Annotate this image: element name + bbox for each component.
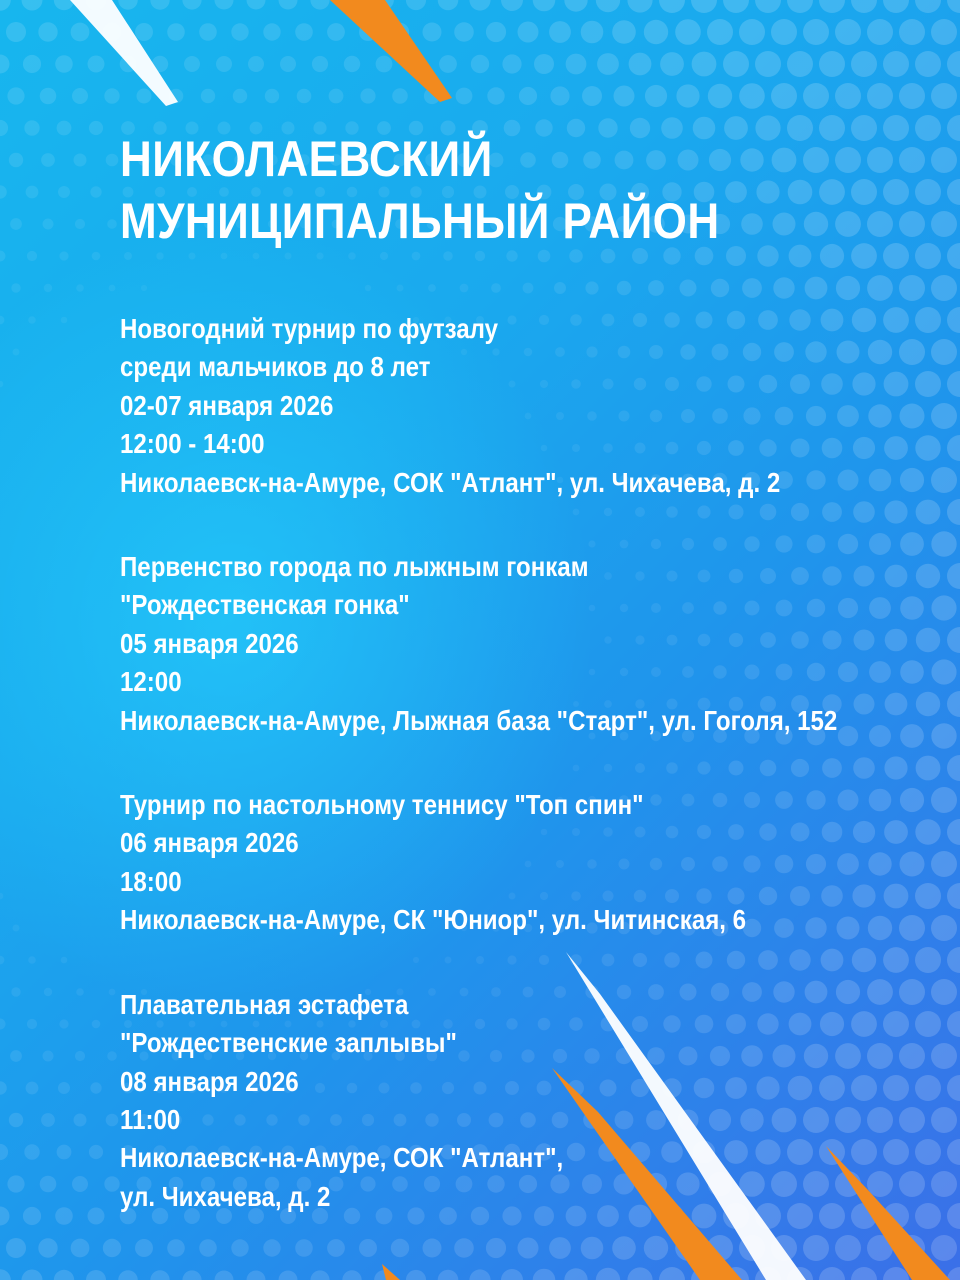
event-date: 05 января 2026: [120, 627, 299, 659]
halftone-dot: [44, 284, 52, 292]
halftone-dot: [43, 1051, 54, 1062]
halftone-dot: [406, 0, 426, 10]
halftone-dot: [10, 218, 22, 230]
halftone-dot: [75, 219, 85, 229]
halftone-dot: [137, 89, 152, 104]
halftone-dot: [612, 20, 636, 44]
halftone-dot: [534, 54, 554, 74]
halftone-dot: [295, 23, 313, 41]
halftone-dot: [947, 307, 960, 333]
halftone-dot: [931, 659, 956, 684]
halftone-dot: [486, 22, 506, 42]
halftone-dot: [23, 55, 41, 73]
halftone-dot: [947, 1011, 960, 1037]
halftone-dot: [0, 1081, 7, 1095]
halftone-dot: [199, 23, 217, 41]
halftone-dot: [265, 89, 279, 103]
page-title: [120, 128, 824, 252]
halftone-dot: [392, 88, 408, 104]
halftone-dot: [71, 1239, 90, 1258]
event-title: Турнир по настольному теннису "Топ спин": [120, 789, 644, 821]
halftone-dot: [10, 1050, 22, 1062]
halftone-dot: [0, 956, 4, 965]
halftone-dot: [360, 88, 375, 103]
halftone-dot: [883, 51, 909, 77]
halftone-dot: [947, 883, 960, 909]
halftone-dot: [58, 186, 70, 198]
halftone-dot: [184, 56, 200, 72]
halftone-dot: [947, 115, 960, 141]
halftone-dot: [38, 22, 57, 41]
halftone-dot: [247, 1271, 266, 1280]
event-location: Николаевск-на-Амуре, СОК "Атлант", ул. Чихачева, д. 2: [120, 466, 781, 498]
halftone-dot: [167, 23, 185, 41]
halftone-dot: [723, 0, 749, 13]
halftone-dot: [581, 21, 604, 44]
halftone-dot: [89, 121, 103, 135]
halftone-dot: [771, 83, 797, 109]
halftone-dot: [627, 1267, 652, 1280]
halftone-dot: [947, 0, 960, 13]
halftone-dot: [0, 381, 3, 388]
halftone-dot: [13, 925, 20, 932]
halftone-dot: [90, 186, 101, 197]
halftone-dot: [931, 19, 957, 45]
title-line-1: НИКОЛАЕВСКИЙ: [120, 131, 493, 187]
halftone-dot: [0, 316, 4, 325]
halftone-dot: [150, 1270, 169, 1280]
halftone-dot: [27, 1019, 37, 1029]
halftone-dot: [947, 1203, 960, 1229]
halftone-dot: [627, 0, 652, 13]
halftone-dot: [931, 723, 956, 748]
halftone-dot: [0, 1019, 6, 1030]
halftone-dot: [71, 23, 90, 42]
halftone-dot: [13, 349, 20, 356]
halftone-dot: [819, 51, 845, 77]
event-futsal: [120, 310, 920, 502]
halftone-dot: [931, 83, 957, 109]
halftone-dot: [931, 211, 957, 237]
event-time: 12:00 - 14:00: [120, 428, 265, 460]
halftone-dot: [947, 51, 960, 77]
halftone-dot: [614, 86, 635, 107]
halftone-dot: [89, 1145, 103, 1159]
halftone-dot: [691, 0, 717, 13]
event-location: Николаевск-на-Амуре, СК "Юниор", ул. Читинская, 6: [120, 904, 747, 936]
event-time: 12:00: [120, 666, 182, 698]
halftone-dot: [0, 55, 10, 74]
halftone-dot: [327, 23, 345, 41]
halftone-dot: [24, 120, 39, 135]
halftone-dot: [947, 371, 960, 397]
halftone-dot: [118, 1270, 138, 1280]
halftone-dot: [564, 1268, 587, 1280]
halftone-dot: [947, 1139, 960, 1165]
halftone-dot: [43, 219, 54, 230]
halftone-dot: [216, 56, 232, 72]
halftone-dot: [44, 988, 52, 996]
halftone-dot: [107, 1051, 117, 1061]
halftone-dot: [931, 531, 956, 556]
halftone-dot: [803, 19, 829, 45]
halftone-dot: [376, 56, 393, 73]
halftone-dot: [947, 243, 960, 269]
halftone-dot: [549, 21, 571, 43]
halftone-dot: [931, 595, 956, 620]
halftone-dot: [931, 403, 957, 429]
event-title: Плавательная эстафета: [120, 988, 409, 1020]
halftone-dot: [182, 1270, 201, 1280]
halftone-dot: [755, 51, 781, 77]
event-title: Новогодний турнир по футзалу: [120, 313, 499, 344]
halftone-dot: [502, 54, 521, 73]
event-swimming-relay: [120, 986, 920, 1216]
halftone-dot: [708, 84, 732, 108]
halftone-dot: [54, 1270, 74, 1280]
halftone-dot: [61, 957, 68, 964]
halftone-dot: [182, 0, 201, 10]
halftone-dot: [28, 956, 36, 964]
halftone-dot: [342, 1270, 361, 1280]
halftone-dot: [406, 1270, 426, 1280]
halftone-dot: [899, 19, 925, 45]
title-line-2: МУНИЦИПАЛЬНЫЙ РАЙОН: [120, 193, 720, 249]
halftone-dot: [118, 0, 138, 10]
halftone-dot: [11, 283, 20, 292]
halftone-dot: [23, 1207, 41, 1225]
halftone-dot: [518, 22, 539, 43]
halftone-dot: [644, 20, 668, 44]
halftone-dot: [76, 284, 84, 292]
halftone-dot: [0, 1207, 10, 1226]
white-streak-top: [70, 0, 178, 106]
halftone-dot: [659, 0, 685, 13]
halftone-dot: [676, 84, 699, 107]
halftone-dot: [851, 0, 877, 13]
halftone-dot: [456, 88, 473, 105]
halftone-dot: [931, 915, 957, 941]
halftone-dot: [931, 1171, 957, 1197]
halftone-dot: [947, 1267, 960, 1280]
halftone-dot: [312, 56, 328, 72]
halftone-dot: [90, 1082, 101, 1093]
halftone-dot: [469, 1269, 490, 1280]
halftone-dot: [88, 56, 105, 73]
halftone-dot: [835, 19, 861, 45]
event-location-line-2: ул. Чихачева, д. 2: [120, 1180, 331, 1212]
event-date: 08 января 2026: [120, 1065, 299, 1097]
halftone-dot: [28, 316, 36, 324]
halftone-dot: [739, 19, 765, 45]
halftone-dot: [310, 0, 329, 10]
halftone-dot: [947, 819, 960, 845]
halftone-dot: [6, 1238, 26, 1258]
halftone-dot: [931, 787, 957, 813]
halftone-dot: [107, 219, 117, 229]
halftone-dot: [106, 1114, 119, 1127]
halftone-dot: [423, 23, 442, 42]
event-location: Николаевск-на-Амуре, СОК "Атлант",: [120, 1142, 564, 1174]
event-list: [120, 310, 920, 1216]
halftone-dot: [57, 121, 72, 136]
halftone-dot: [201, 89, 215, 103]
halftone-dot: [501, 1269, 523, 1280]
halftone-dot: [454, 22, 474, 42]
halftone-dot: [947, 563, 960, 589]
halftone-dot: [248, 56, 264, 72]
halftone-dot: [247, 0, 266, 10]
halftone-dot: [22, 0, 43, 11]
halftone-dot: [40, 88, 57, 105]
halftone-dot: [75, 1051, 85, 1061]
halftone-dot: [7, 87, 24, 104]
halftone-dot: [947, 435, 960, 461]
halftone-dot: [61, 317, 68, 324]
halftone-dot: [55, 1207, 73, 1225]
halftone-dot: [835, 83, 861, 109]
halftone-dot: [851, 51, 877, 77]
halftone-dot: [215, 1271, 234, 1280]
halftone-dot: [931, 1043, 957, 1069]
halftone-dot: [0, 185, 7, 199]
halftone-dot: [851, 1267, 877, 1280]
halftone-dot: [74, 1114, 87, 1127]
halftone-dot: [92, 252, 101, 261]
halftone-dot: [297, 89, 312, 104]
halftone-dot: [59, 251, 68, 260]
halftone-dot: [103, 1239, 121, 1257]
halftone-dot: [72, 1176, 88, 1192]
halftone-dot: [9, 1113, 23, 1127]
halftone-dot: [931, 147, 957, 173]
halftone-dot: [58, 1082, 70, 1094]
halftone-dot: [27, 251, 37, 261]
halftone-dot: [55, 55, 73, 73]
halftone-dot: [92, 1020, 101, 1029]
halftone-dot: [487, 87, 504, 104]
halftone-dot: [24, 1144, 39, 1159]
halftone-dot: [931, 979, 957, 1005]
halftone-dot: [86, 1270, 106, 1280]
halftone-dot: [931, 467, 957, 493]
halftone-dot: [597, 53, 619, 75]
halftone-dot: [629, 53, 652, 76]
event-time: 11:00: [120, 1103, 181, 1135]
halftone-dot: [564, 0, 587, 12]
event-subtitle: среди мальчиков до 8 лет: [120, 351, 431, 383]
halftone-dot: [947, 627, 960, 653]
halftone-dot: [867, 19, 893, 45]
halftone-dot: [947, 691, 960, 717]
halftone-dot: [11, 987, 20, 996]
halftone-dot: [867, 83, 893, 109]
halftone-dot: [104, 1176, 119, 1191]
halftone-dot: [109, 285, 116, 292]
halftone-dot: [26, 1082, 39, 1095]
halftone-dot: [0, 893, 3, 900]
halftone-dot: [931, 339, 957, 365]
halftone-dot: [471, 55, 489, 73]
event-location: Николаевск-на-Амуре, Лыжная база "Старт", ул. Гоголя, 152: [120, 704, 838, 736]
halftone-dot: [41, 1113, 55, 1127]
event-title: Первенство города по лыжным гонкам: [120, 551, 589, 583]
halftone-dot: [596, 0, 620, 12]
halftone-dot: [550, 86, 569, 105]
halftone-dot: [54, 0, 74, 10]
halftone-dot: [109, 989, 116, 996]
halftone-dot: [233, 89, 247, 103]
halftone-dot: [533, 0, 556, 11]
halftone-dot: [279, 0, 298, 10]
halftone-dot: [0, 1269, 11, 1280]
halftone-dot: [519, 87, 537, 105]
halftone-dot: [439, 55, 457, 73]
halftone-dot: [57, 1145, 72, 1160]
halftone-dot: [883, 0, 909, 13]
halftone-dot: [692, 52, 717, 77]
orange-streak-top: [330, 0, 452, 102]
event-table-tennis: [120, 786, 920, 940]
halftone-dot: [675, 19, 701, 45]
halftone-dot: [106, 154, 119, 167]
halftone-dot: [947, 947, 960, 973]
halftone-dot: [88, 1208, 105, 1225]
halftone-dot: [931, 1235, 957, 1261]
halftone-dot: [566, 54, 587, 75]
halftone-dot: [915, 0, 941, 13]
halftone-dot: [438, 1270, 459, 1280]
halftone-dot: [947, 1075, 960, 1101]
halftone-dot: [310, 1270, 329, 1280]
halftone-dot: [26, 186, 39, 199]
event-subtitle: "Рождественская гонка": [120, 589, 410, 621]
halftone-dot: [947, 179, 960, 205]
halftone-dot: [0, 251, 6, 262]
halftone-dot: [819, 1267, 845, 1280]
halftone-dot: [787, 51, 813, 77]
event-time: 18:00: [120, 865, 182, 897]
halftone-dot: [329, 89, 344, 104]
halftone-dot: [0, 0, 11, 11]
halftone-dot: [899, 83, 925, 109]
halftone-dot: [707, 19, 733, 45]
halftone-dot: [41, 153, 55, 167]
halftone-dot: [787, 0, 813, 13]
halftone-dot: [344, 56, 360, 72]
halftone-dot: [660, 52, 684, 76]
halftone-dot: [582, 86, 602, 106]
halftone-dot: [771, 19, 797, 45]
halftone-dot: [947, 499, 960, 525]
halftone-dot: [263, 23, 280, 40]
halftone-dot: [438, 0, 459, 10]
halftone-dot: [533, 1269, 556, 1280]
halftone-dot: [22, 1270, 43, 1280]
halftone-dot: [0, 1144, 8, 1160]
halftone-dot: [596, 1268, 620, 1280]
halftone-dot: [38, 1238, 57, 1257]
halftone-dot: [40, 1176, 57, 1193]
halftone-dot: [280, 56, 296, 72]
halftone-dot: [150, 0, 169, 10]
halftone-dot: [723, 51, 749, 77]
event-subtitle: "Рождественские заплывы": [120, 1027, 457, 1059]
halftone-dot: [645, 85, 667, 107]
halftone-dot: [215, 0, 234, 10]
halftone-dot: [803, 83, 829, 109]
halftone-dot: [104, 88, 119, 103]
halftone-dot: [7, 1175, 24, 1192]
halftone-dot: [755, 0, 781, 13]
halftone-dot: [0, 120, 8, 136]
halftone-dot: [74, 154, 87, 167]
event-date: 06 января 2026: [120, 827, 299, 859]
halftone-dot: [659, 1267, 685, 1280]
halftone-dot: [135, 23, 153, 41]
halftone-dot: [501, 0, 523, 11]
halftone-dot: [59, 1019, 68, 1028]
halftone-dot: [931, 275, 957, 301]
halftone-dot: [931, 1107, 957, 1133]
halftone-dot: [469, 0, 490, 11]
event-date: 02-07 января 2026: [120, 389, 334, 421]
halftone-dot: [931, 851, 957, 877]
halftone-dot: [739, 83, 765, 109]
halftone-dot: [231, 23, 248, 40]
event-ski-race: [120, 548, 920, 740]
halftone-dot: [915, 51, 941, 77]
halftone-dot: [72, 88, 88, 104]
halftone-dot: [279, 1271, 298, 1280]
halftone-dot: [6, 22, 26, 42]
halftone-dot: [819, 0, 845, 13]
halftone-dot: [76, 988, 84, 996]
poster-content: [120, 128, 920, 1262]
halftone-dot: [9, 153, 23, 167]
halftone-dot: [947, 755, 960, 781]
